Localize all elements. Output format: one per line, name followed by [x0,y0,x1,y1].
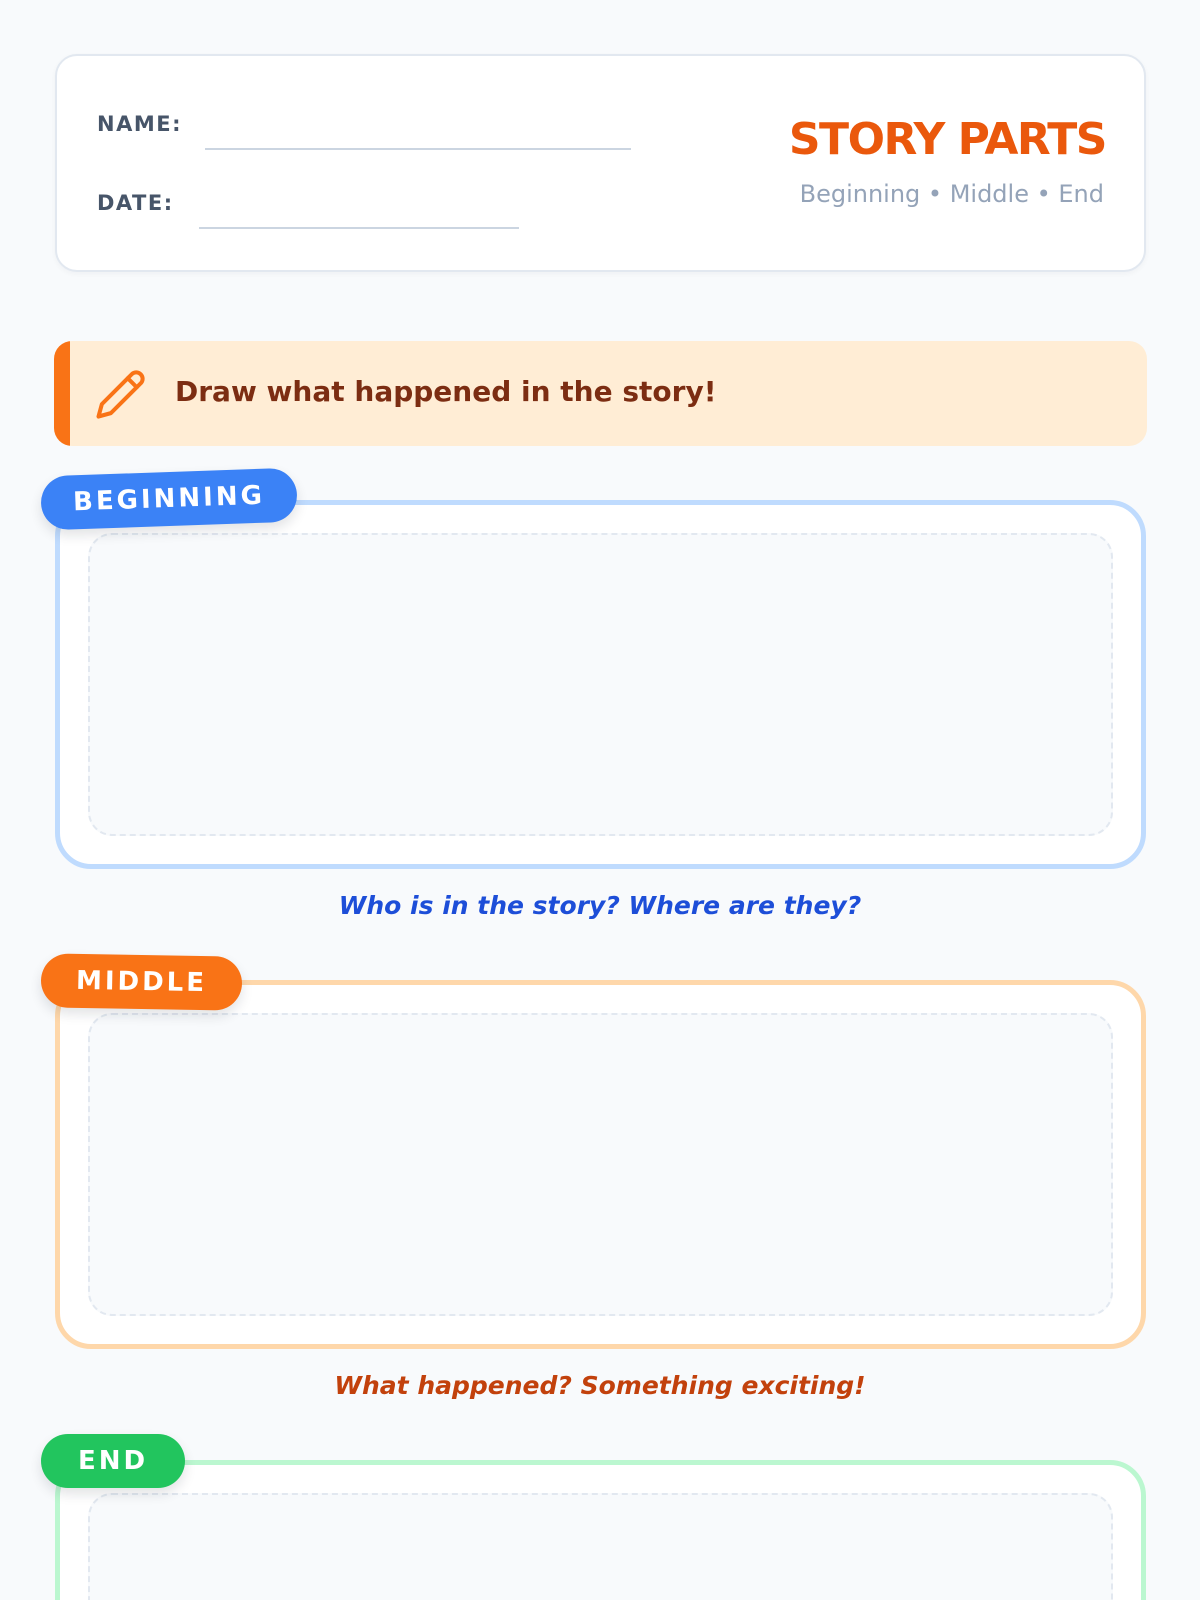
header-card [55,54,1146,272]
end-drawing-area[interactable] [88,1493,1113,1600]
name-label: NAME: [97,112,182,136]
end-badge: END [41,1434,185,1488]
pencil-icon [94,367,148,421]
middle-panel [55,980,1146,1349]
instruction-text: Draw what happened in the story! [175,375,717,408]
instruction-banner [54,341,1147,446]
middle-badge: MIDDLE [41,953,243,1010]
date-label: DATE: [97,191,174,215]
page-subtitle: Beginning • Middle • End [799,180,1104,208]
page-title: STORY PARTS [788,114,1106,165]
beginning-badge: BEGINNING [40,468,298,531]
date-field[interactable] [199,227,519,229]
beginning-panel [55,500,1146,869]
middle-drawing-area[interactable] [88,1013,1113,1316]
name-field[interactable] [205,148,631,150]
end-panel [55,1460,1146,1600]
beginning-drawing-area[interactable] [88,533,1113,836]
middle-hint: What happened? Something exciting! [334,1371,866,1400]
beginning-hint: Who is in the story? Where are they? [338,891,862,920]
